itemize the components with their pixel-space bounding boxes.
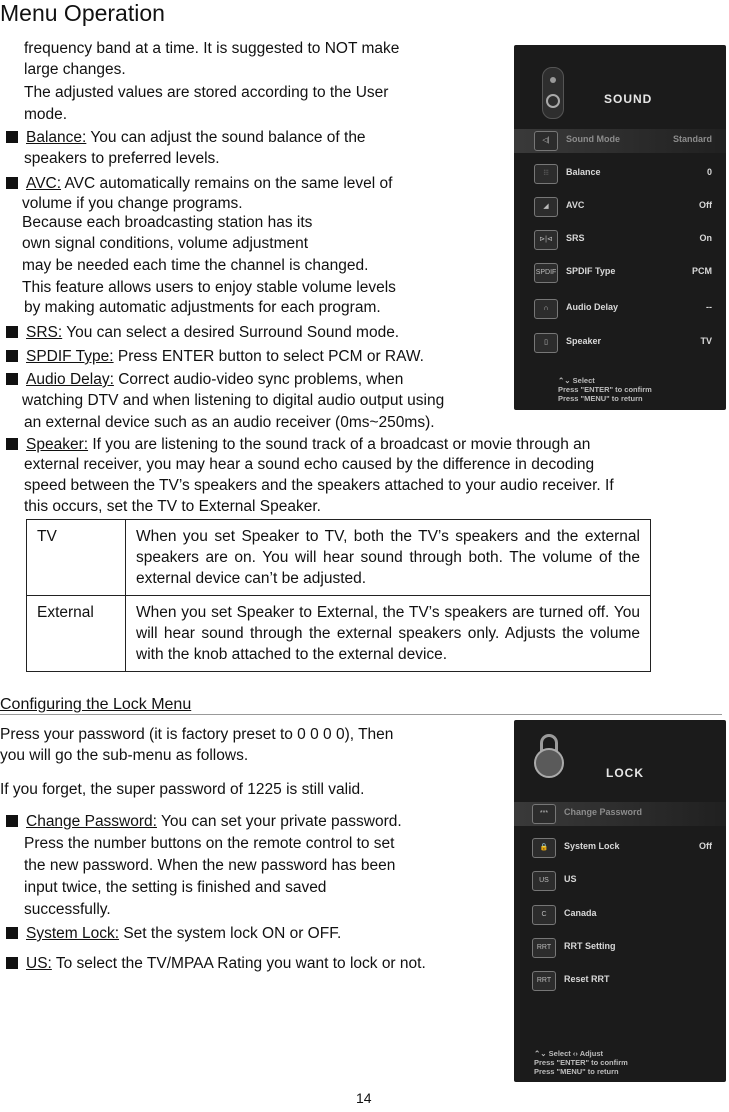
bullet-square-icon <box>6 957 18 969</box>
osd-item-label: SPDIF Type <box>566 266 616 276</box>
section-divider <box>0 714 722 715</box>
volume-ramp-icon: ◢ <box>534 197 558 217</box>
srs-term: SRS: <box>26 324 63 341</box>
spdif-text: Press ENTER button to select PCM or RAW. <box>113 348 424 365</box>
avc-item <box>6 173 392 194</box>
osd-item-label: AVC <box>566 200 585 210</box>
speaker-line-3: speed between the TV’s speakers and the speakers attached to your audio receiver. If <box>24 477 614 494</box>
change-password-line-4: input twice, the setting is finished and saved <box>24 879 327 896</box>
bullet-square-icon <box>6 438 18 450</box>
osd-item-srs[interactable] <box>514 228 726 252</box>
sound-menu-screenshot <box>514 45 726 410</box>
speaker-icon: ▯ <box>534 333 558 353</box>
us-rating-icon: US <box>532 871 556 891</box>
osd-item-value: Off <box>699 200 712 210</box>
lock-intro-line-2: you will go the sub-menu as follows. <box>0 747 249 764</box>
page-number: 14 <box>356 1090 372 1106</box>
speaker-options-table <box>26 519 651 672</box>
avc-term: AVC: <box>26 175 62 192</box>
osd-footer-select: Select <box>548 1049 571 1058</box>
change-password-text: You can set your private password. <box>156 813 402 830</box>
reset-rrt-icon: RRT <box>532 971 556 991</box>
osd-item-label: Sound Mode <box>566 134 620 144</box>
change-password-term: Change Password: <box>26 813 157 830</box>
audio-delay-line-2: watching DTV and when listening to digital audio output using <box>22 392 445 409</box>
osd-item-label: RRT Setting <box>564 941 616 951</box>
audio-delay-text: Correct audio-video sync problems, when <box>113 371 404 388</box>
bullet-square-icon <box>6 177 18 189</box>
speaker-mode-icon: ◁| <box>534 131 558 151</box>
srs-text: You can select a desired Surround Sound mode. <box>62 324 400 341</box>
lock-menu-title: LOCK <box>606 766 644 780</box>
system-lock-text: Set the system lock ON or OFF. <box>119 925 342 942</box>
us-text: To select the TV/MPAA Rating you want to lock or not. <box>51 955 426 972</box>
osd-item-value: Standard <box>672 134 712 144</box>
osd-footer-confirm: Press "ENTER" to confirm <box>558 385 652 394</box>
change-password-line-5: successfully. <box>24 901 111 918</box>
osd-item-label: Audio Delay <box>566 302 619 312</box>
sound-menu-title: SOUND <box>604 92 653 106</box>
system-lock-term: System Lock: <box>26 925 120 942</box>
padlock-logo-icon <box>534 734 566 778</box>
osd-item-label: US <box>564 874 577 884</box>
osd-footer-return: Press "MENU" to return <box>558 394 643 403</box>
us-item <box>6 953 426 974</box>
audio-delay-item <box>6 369 403 390</box>
intro-line-1: frequency band at a time. It is suggested to NOT make <box>24 40 400 57</box>
srs-item <box>6 322 399 343</box>
super-password-text-end: is still valid. <box>281 781 365 798</box>
avc-line-3: Because each broadcasting station has its <box>22 214 313 231</box>
osd-item-reset-rrt[interactable] <box>514 969 726 993</box>
osd-item-value: On <box>699 233 712 243</box>
balance-sliders-icon: ⫶⫶⫶ <box>534 164 558 184</box>
osd-item-sound-mode[interactable] <box>514 129 726 153</box>
speaker-item <box>6 434 590 455</box>
lock-menu-screenshot <box>514 720 726 1082</box>
osd-item-canada[interactable] <box>514 903 726 927</box>
bullet-square-icon <box>6 131 18 143</box>
super-password-note <box>0 779 364 800</box>
osd-item-label: Change Password <box>564 807 643 817</box>
speaker-line-4: this occurs, set the TV to External Speaker. <box>24 498 321 515</box>
table-cell-option: External <box>27 596 126 672</box>
speaker-line-2: external receiver, you may hear a sound echo caused by the difference in decoding <box>24 456 595 473</box>
audio-delay-line-3: an external device such as an audio receiver (0ms~250ms). <box>24 414 435 431</box>
balance-item <box>6 127 366 148</box>
osd-item-label: Canada <box>564 908 597 918</box>
us-term: US: <box>26 955 52 972</box>
osd-item-value: 0 <box>706 167 712 177</box>
super-password-value: 1225 <box>247 781 282 798</box>
osd-item-value: TV <box>700 336 712 346</box>
rrt-setting-icon: RRT <box>532 938 556 958</box>
change-password-line-2: Press the number buttons on the remote control to set <box>24 835 395 852</box>
osd-item-label: SRS <box>566 233 585 243</box>
bullet-square-icon <box>6 350 18 362</box>
up-down-arrows-icon: ⌃⌄ <box>534 1049 547 1058</box>
osd-footer <box>534 1049 628 1076</box>
table-cell-description: When you set Speaker to TV, both the TV’s speakers and the external speakers are on. You will hear sound through both. The volume of the external device can’t be adjusted. <box>126 520 651 596</box>
bullet-square-icon <box>6 927 18 939</box>
table-cell-description: When you set Speaker to External, the TV’s speakers are turned off. You will hear sound through the external speakers only. Adjusts the volume with the knob attached to the external device. <box>126 596 651 672</box>
osd-item-spdif-type[interactable] <box>514 261 726 285</box>
spdif-item <box>6 346 424 367</box>
password-icon: *** <box>532 804 556 824</box>
left-right-arrows-icon: ‹› <box>572 1049 578 1058</box>
osd-item-value: Off <box>699 841 712 851</box>
avc-text: AVC automatically remains on the same level of <box>61 175 393 192</box>
canada-rating-icon: C <box>532 905 556 925</box>
osd-footer-confirm: Press "ENTER" to confirm <box>534 1058 628 1067</box>
osd-item-us[interactable] <box>514 869 726 893</box>
osd-item-value: -- <box>706 302 712 312</box>
balance-text: You can adjust the sound balance of the <box>86 129 366 146</box>
osd-footer <box>558 376 652 403</box>
bullet-square-icon <box>6 373 18 385</box>
intro-line-4: mode. <box>24 106 68 123</box>
osd-item-avc[interactable] <box>514 195 726 219</box>
speaker-logo-icon <box>542 67 564 119</box>
bullet-square-icon <box>6 326 18 338</box>
lock-section-title: Configuring the Lock Menu <box>0 696 192 713</box>
page-header-title: Menu Operation <box>0 0 165 26</box>
padlock-icon: 🔒 <box>532 838 556 858</box>
osd-item-value: PCM <box>692 266 712 276</box>
spdif-term: SPDIF Type: <box>26 348 114 365</box>
osd-item-system-lock[interactable] <box>514 836 726 860</box>
headphone-icon: ∩ <box>534 299 558 319</box>
osd-footer-return: Press "MENU" to return <box>534 1067 619 1076</box>
speaker-term: Speaker: <box>26 436 89 453</box>
change-password-item <box>6 811 402 832</box>
avc-line-7: by making automatic adjustments for each program. <box>24 299 381 316</box>
avc-line-5: may be needed each time the channel is changed. <box>22 257 369 274</box>
avc-line-2: volume if you change programs. <box>22 195 243 212</box>
osd-item-label: System Lock <box>564 841 620 851</box>
table-row <box>27 596 651 672</box>
bullet-square-icon <box>6 815 18 827</box>
osd-item-label: Balance <box>566 167 601 177</box>
osd-item-balance[interactable] <box>514 162 726 186</box>
balance-line-2: speakers to preferred levels. <box>24 150 220 167</box>
table-cell-option: TV <box>27 520 126 596</box>
avc-line-4: own signal conditions, volume adjustment <box>22 235 309 252</box>
osd-item-audio-delay[interactable] <box>514 297 726 321</box>
speaker-text: If you are listening to the sound track of a broadcast or movie through an <box>88 436 591 453</box>
osd-item-speaker[interactable] <box>514 331 726 355</box>
system-lock-item <box>6 923 341 944</box>
osd-footer-select: Select <box>572 376 595 385</box>
table-row <box>27 520 651 596</box>
osd-footer-adjust: Adjust <box>579 1049 604 1058</box>
intro-line-2: large changes. <box>24 61 126 78</box>
audio-delay-term: Audio Delay: <box>26 371 114 388</box>
osd-item-change-password[interactable] <box>514 802 726 826</box>
balance-term: Balance: <box>26 129 87 146</box>
spdif-icon: SPDIF <box>534 263 558 283</box>
osd-item-label: Reset RRT <box>564 974 610 984</box>
osd-item-label: Speaker <box>566 336 602 346</box>
avc-line-6: This feature allows users to enjoy stable volume levels <box>22 279 396 296</box>
change-password-line-3: the new password. When the new password has been <box>24 857 396 874</box>
up-down-arrows-icon: ⌃⌄ <box>558 376 571 385</box>
osd-item-rrt-setting[interactable] <box>514 936 726 960</box>
intro-line-3: The adjusted values are stored according to the User <box>24 84 389 101</box>
super-password-text: If you forget, the super password of <box>0 781 248 798</box>
surround-icon: ⊳|⊲ <box>534 230 558 250</box>
lock-intro-line-1: Press your password (it is factory preset to 0 0 0 0), Then <box>0 726 394 743</box>
